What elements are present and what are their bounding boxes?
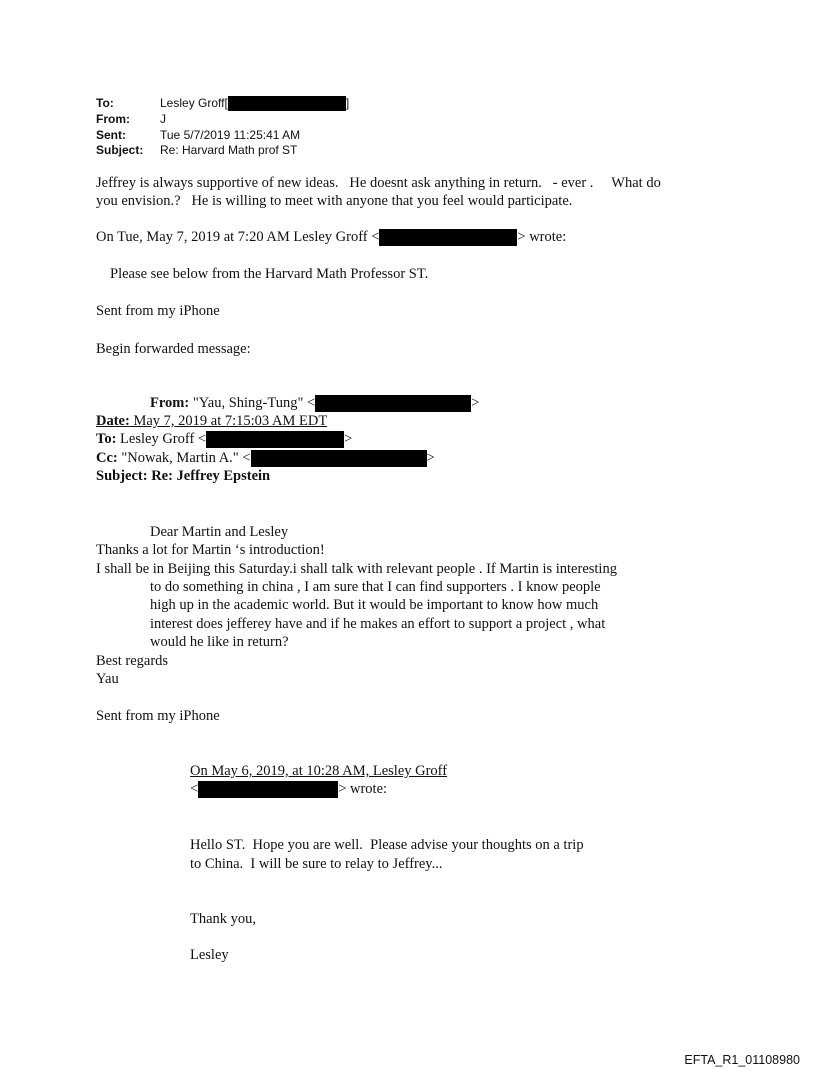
thanks-line: Thank you, bbox=[190, 911, 257, 927]
header-from-label: From: bbox=[96, 112, 130, 126]
header-to-label: To: bbox=[96, 96, 114, 110]
fwd-to-close: > bbox=[344, 431, 353, 447]
fwd-cc-label: Cc: bbox=[96, 450, 118, 466]
quote-intro: On May 6, 2019, at 10:28 AM, Lesley Groff bbox=[190, 763, 448, 779]
quote-intro-suffix: > wrote: bbox=[338, 781, 388, 797]
redaction-box bbox=[198, 781, 338, 798]
reply-line: you envision.? He is willing to meet with anyone that you feel would participate. bbox=[96, 193, 573, 209]
message-line: to do something in china , I am sure that I can find supporters . I know people bbox=[150, 579, 601, 595]
redaction-box bbox=[206, 431, 344, 448]
message-line: interest does jefferey have and if he makes an effort to support a project , what bbox=[150, 616, 606, 632]
reply-line: Jeffrey is always supportive of new ideas. He doesnt ask anything in return. - ever . What do bbox=[96, 175, 661, 191]
header-to-value bbox=[160, 96, 349, 111]
fwd-from-close: > bbox=[471, 395, 480, 411]
forwarded-label: Begin forwarded message: bbox=[96, 341, 251, 357]
header-subject-value: Re: Harvard Math prof ST bbox=[160, 143, 298, 157]
message-line: would he like in return? bbox=[150, 634, 289, 650]
redaction-box bbox=[228, 96, 346, 111]
header-to-name: Lesley Groff[ bbox=[160, 96, 228, 110]
quote-intro-suffix: > wrote: bbox=[517, 229, 567, 245]
fwd-date-row bbox=[96, 413, 327, 430]
fwd-from-row bbox=[150, 395, 479, 412]
redaction-box bbox=[379, 229, 517, 246]
message-line: Thanks a lot for Martin ‘s introduction! bbox=[96, 542, 325, 558]
quote-intro-prefix: On Tue, May 7, 2019 at 7:20 AM Lesley Groff < bbox=[96, 229, 380, 245]
fwd-to-label: To: bbox=[96, 431, 117, 447]
quote-body-line: to China. I will be sure to relay to Jeffrey... bbox=[190, 856, 443, 872]
sent-from-line: Sent from my iPhone bbox=[96, 708, 220, 724]
quote-body-line: Hello ST. Hope you are well. Please advise your thoughts on a trip bbox=[190, 837, 584, 853]
quote-intro bbox=[96, 229, 566, 246]
fwd-to-value: Lesley Groff < bbox=[116, 431, 207, 447]
signature: Yau bbox=[96, 671, 119, 687]
fwd-from-label: From: bbox=[150, 395, 190, 411]
fwd-subject-value: Re: Jeffrey Epstein bbox=[147, 468, 271, 484]
fwd-subject-label: Subject: bbox=[96, 468, 148, 484]
fwd-to-row bbox=[96, 431, 352, 448]
quote-intro-prefix: < bbox=[190, 781, 199, 797]
message-line: high up in the academic world. But it would be important to know how much bbox=[150, 597, 599, 613]
closing: Best regards bbox=[96, 653, 169, 669]
signature: Lesley bbox=[190, 947, 229, 963]
header-from-value: J bbox=[160, 112, 166, 126]
quote-body: Please see below from the Harvard Math Professor ST. bbox=[110, 266, 429, 282]
document-id: EFTA_R1_01108980 bbox=[684, 1053, 800, 1067]
fwd-date-value: May 7, 2019 at 7:15:03 AM EDT bbox=[129, 413, 328, 429]
header-to-close: ] bbox=[345, 96, 350, 110]
fwd-cc-row bbox=[96, 450, 435, 467]
sent-from-line: Sent from my iPhone bbox=[96, 303, 220, 319]
fwd-from-value: "Yau, Shing-Tung" < bbox=[189, 395, 316, 411]
redaction-box bbox=[251, 450, 427, 467]
message-line: I shall be in Beijing this Saturday.i shall talk with relevant people . If Martin is interesting bbox=[96, 561, 617, 577]
header-sent-value: Tue 5/7/2019 11:25:41 AM bbox=[160, 128, 301, 142]
fwd-date-label: Date: bbox=[96, 413, 130, 429]
fwd-cc-close: > bbox=[426, 450, 435, 466]
header-sent-label: Sent: bbox=[96, 128, 126, 142]
header-subject-label: Subject: bbox=[96, 143, 144, 157]
redaction-box bbox=[315, 395, 471, 412]
fwd-subject-row bbox=[96, 468, 270, 485]
greeting: Dear Martin and Lesley bbox=[150, 524, 289, 540]
quote-intro-email bbox=[190, 781, 387, 798]
fwd-cc-value: "Nowak, Martin A." < bbox=[117, 450, 251, 466]
